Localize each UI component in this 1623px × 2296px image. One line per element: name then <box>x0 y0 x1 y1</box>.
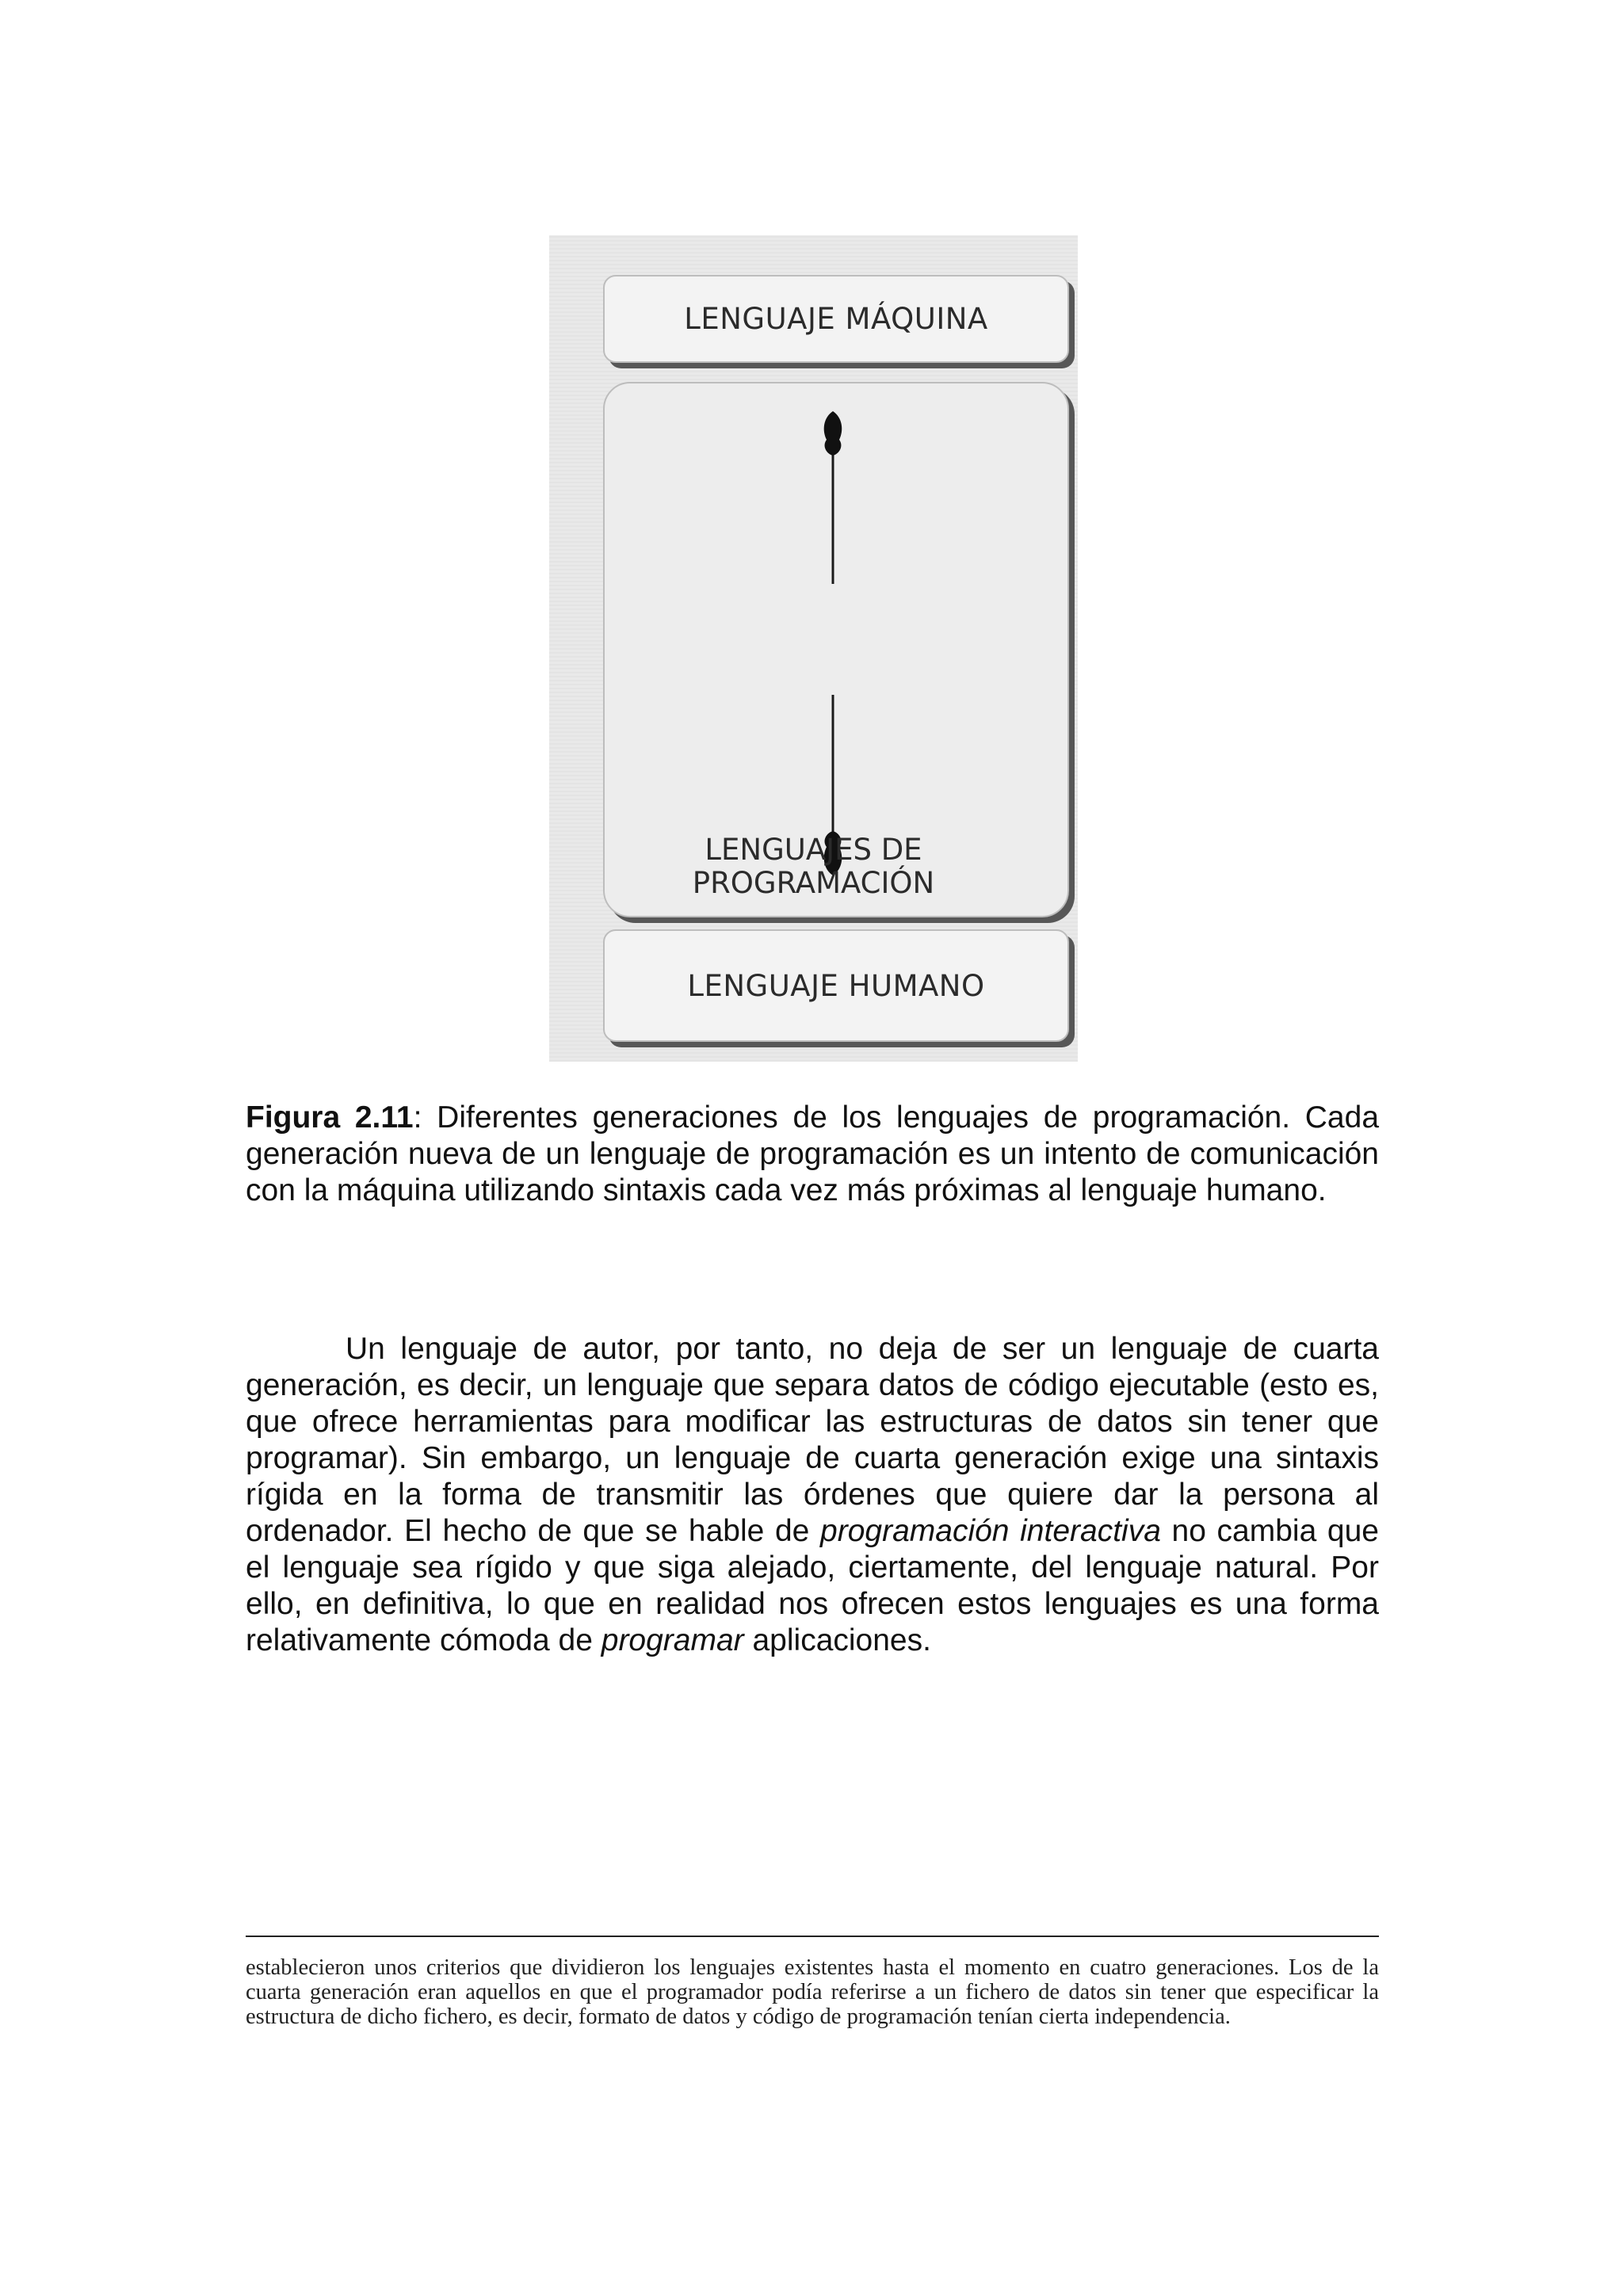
footnote <box>246 1955 1379 2029</box>
paragraph-part2: no cambia que el lenguaje sea rígido y que siga alejado, ciertamente, del lenguaje natural. Por ello, en definitiva, lo que en realidad nos ofrecen estos lenguajes es una forma relativamente cómoda de <box>246 1514 1379 1657</box>
programming-languages-label-line1: LENGUAJES DE <box>705 833 922 867</box>
paragraph-part3: aplicaciones. <box>743 1623 931 1657</box>
figure-caption-text: : Diferentes generaciones de los lenguajes de programación. Cada generación nueva de un lenguaje de programación es un intento de comunicación con la máquina utilizando sintaxis cada vez más próximas al lenguaje humano. <box>246 1100 1380 1207</box>
paragraph-italic-program: programar <box>601 1623 744 1657</box>
footnote-divider <box>246 1936 1379 1937</box>
footnote-text: establecieron unos criterios que dividieron los lenguajes existentes hasta el momento en cuatro generaciones. Los de la cuarta generación eran aquellos en que el programador podía referirse a un fichero de datos sin tener que especificar la estructura de dicho fichero, es decir, formato de datos y código de programación tenían cierta independencia. <box>246 1955 1379 2029</box>
paragraph-part1: Un lenguaje de autor, por tanto, no deja de ser un lenguaje de cuarta generación, es decir, un lenguaje que separa datos de código ejecutable (esto es, que ofrece herramientas para modificar las estructuras de datos sin tener que programar). Sin embargo, un lenguaje de cuarta generación exige una sintaxis rígida en la forma de transmitir las órdenes que quiere dar la persona al ordenador. El hecho de que se hable de <box>246 1332 1379 1548</box>
figure-caption <box>246 1100 1379 1209</box>
figure-image <box>549 235 1078 1062</box>
human-language-label: LENGUAJE HUMANO <box>687 968 985 1003</box>
programming-languages-label-line2: PROGRAMACIÓN <box>692 866 935 900</box>
body-paragraph <box>246 1331 1379 1659</box>
figure-caption-label: Figura 2.11 <box>246 1100 414 1135</box>
human-language-box <box>603 929 1069 1042</box>
paragraph-italic-interactive-programming: programación interactiva <box>820 1514 1161 1548</box>
machine-language-label: LENGUAJE MÁQUINA <box>684 302 988 336</box>
programming-languages-label <box>549 833 1078 900</box>
